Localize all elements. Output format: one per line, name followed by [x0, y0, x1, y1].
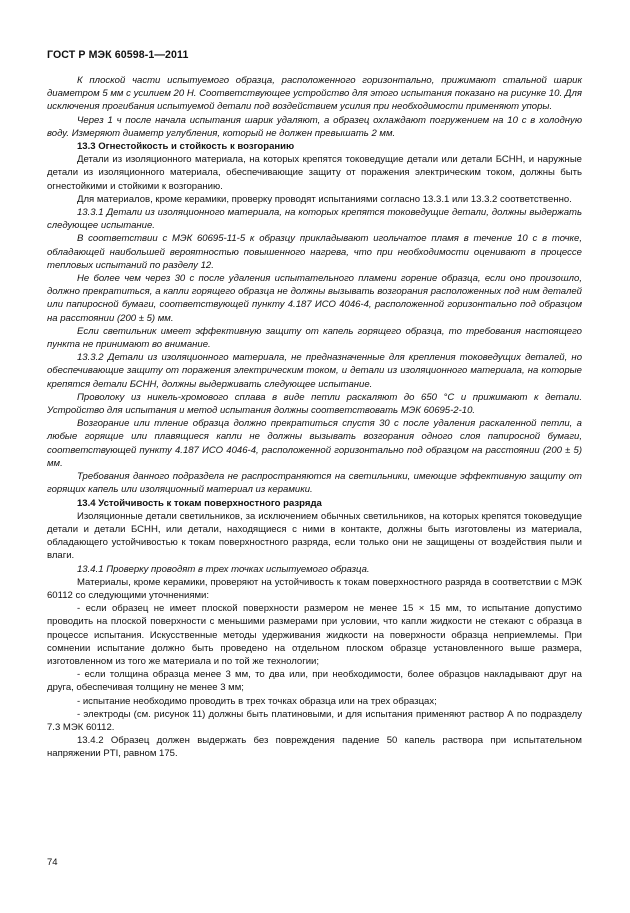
paragraph: Проволоку из никель-хромового сплава в виде петли раскаляют до 650 °С и прижимают к детали. Устройство для испытания и метод испытания должны соответствовать МЭК 60695-2-10.: [47, 391, 582, 417]
paragraph: Изоляционные детали светильников, за исключением обычных светильников, на которых крепятся токоведущие детали и детали БСНН, или детали, находящиеся с ними в контакте, должны быть изготовлены из материала, обладающего устойчивостью к токам поверхностного разряда, если только они не защищены от воздействия пыли и влаги.: [47, 510, 582, 562]
paragraph: Детали из изоляционного материала, на которых крепятся токоведущие детали или детали БСНН, и наружные детали из изоляционного материала, обеспечивающие защиту от поражения электрическим током, должны быть огнестойкими и стойкими к возгоранию.: [47, 154, 582, 192]
page-number: 74: [47, 857, 58, 868]
paragraph: Возгорание или тление образца должно прекратиться спустя 30 с после удаления раскаленной петли, а любые горящие или плавящиеся капли не должны вызывать возгорания одного слоя папиросной бумаги, соответствующей пункту 4.187 ИСО 4046-4, расположенной горизонтально под образцом на расстоянии (200 ± 5) мм.: [47, 418, 582, 469]
paragraph: - электроды (см. рисунок 11) должны быть платиновыми, и для испытания применяют раствор А по подразделу 7.3 МЭК 60112.: [47, 708, 582, 733]
paragraph: - испытание необходимо проводить в трех точках образца или на трех образцах;: [77, 695, 437, 707]
paragraph: 13.3.2 Детали из изоляционного материала, не предназначенные для крепления токоведущих деталей, но обеспечивающие защиту от поражения электрическим током, и детали из изоляционного материала, на которые крепятся детали БСНН, должны выдерживать следующее испытание.: [47, 352, 582, 390]
paragraph: 13.3.1 Детали из изоляционного материала, на которых крепятся токоведущие детали, должны выдержать следующее испытание.: [47, 207, 582, 232]
paragraph: Не более чем через 30 с после удаления испытательного пламени горение образца, если оно произошло, должно прекратиться, а капли горящего образца не должны вызывать возгорания расположенных под ним деталей или папиросной бумаги, соответствующей пункту 4.187 ИСО 4046-4, расположенной горизонтально под образцом на расстоянии (200 ± 5) мм.: [47, 273, 582, 324]
paragraph: Требования данного подраздела не распространяются на светильники, имеющие эффективную защиту от горящих капель или изоляционный материал из керамики.: [47, 471, 582, 496]
paragraph: 13.4.2 Образец должен выдержать без повреждения падение 50 капель раствора при испытательном напряжении PTI, равном 175.: [47, 735, 582, 760]
paragraph: К плоской части испытуемого образца, расположенного горизонтально, прижимают стальной шарик диаметром 5 мм с усилием 20 Н. Соответствующее устройство для этого испытания показано на рисунке 10. Для исключения прогибания испытуемой детали под воздействием усилия при необходимости применяют упоры.: [47, 75, 582, 113]
paragraph: В соответствии с МЭК 60695-11-5 к образцу прикладывают игольчатое пламя в течение 10 с в точке, обладающей наибольшей вероятностью повышенного нагрева, что при необходимости оценивают в процессе тепловых испытаний по разделу 12.: [47, 233, 582, 271]
document-body: [47, 74, 582, 761]
section-heading: 13.3 Огнестойкость и стойкость к возгоранию: [77, 141, 295, 153]
paragraph: Для материалов, кроме керамики, проверку проводят испытаниями согласно 13.3.1 или 13.3.2 соответственно.: [77, 193, 572, 205]
paragraph: - если толщина образца менее 3 мм, то два или, при необходимости, более образцов накладывают друг на друга, обеспечивая толщину не менее 3 мм;: [47, 669, 582, 694]
paragraph: 13.4.1 Проверку проводят в трех точках испытуемого образца.: [77, 563, 370, 575]
paragraph: - если образец не имеет плоской поверхности размером не менее 15 × 15 мм, то испытание допустимо проводить на плоской поверхности с меньшими размерами при условии, что капли жидкости не стекают с образца в процессе испытания. Искусственные методы удерживания жидкости на поверхности образца неприемлемы. При сомнении испытание должно быть проведено на отдельном плоском образце установленного выше размера, изготовленном из того же материала и по той же технологии;: [47, 603, 582, 667]
paragraph: Материалы, кроме керамики, проверяют на устойчивость к токам поверхностного разряда в соответствии с МЭК 60112 со следующими уточнениями:: [47, 576, 582, 601]
running-header: ГОСТ Р МЭК 60598-1—2011: [47, 49, 189, 61]
section-heading: 13.4 Устойчивость к токам поверхностного разряда: [77, 497, 322, 509]
paragraph: Через 1 ч после начала испытания шарик удаляют, а образец охлаждают погружением на 10 с в холодную воду. Измеряют диаметр углубления, который не должен превышать 2 мм.: [47, 114, 582, 139]
paragraph: Если светильник имеет эффективную защиту от капель горящего образца, то требования настоящего пункта не принимают во внимание.: [47, 325, 582, 351]
